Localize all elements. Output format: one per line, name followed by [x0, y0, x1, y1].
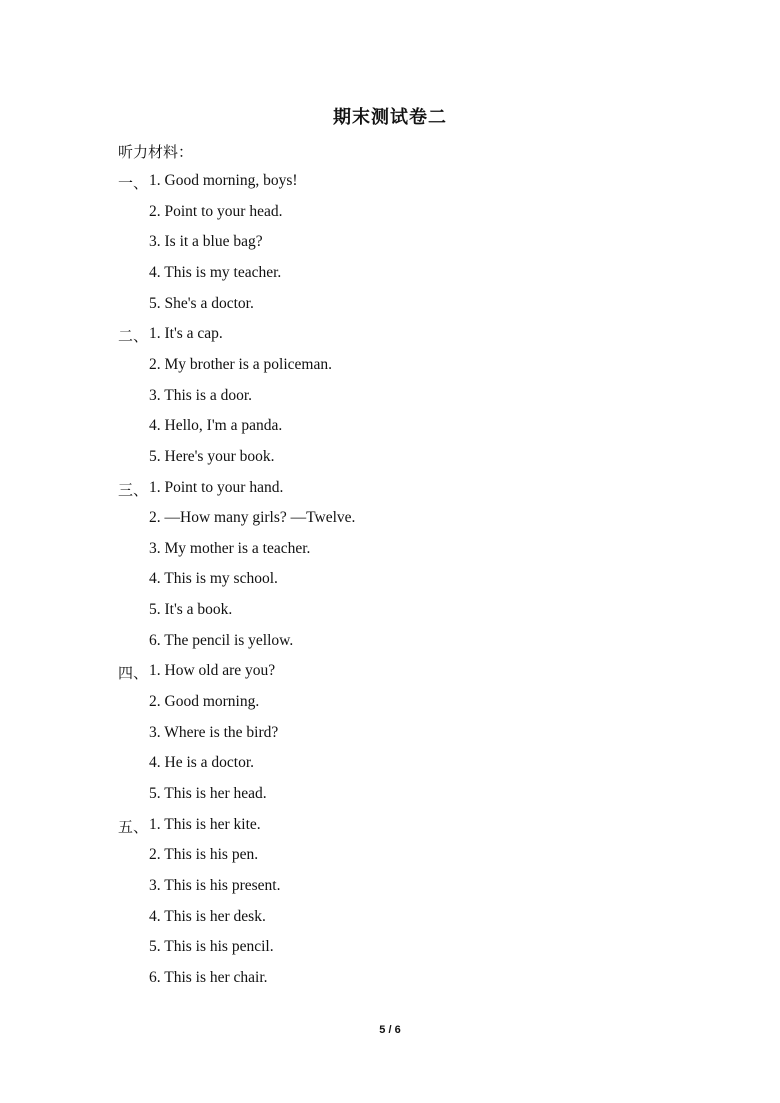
- listening-item: 2. Point to your head.: [149, 203, 283, 220]
- section-marker: 四、: [118, 664, 149, 682]
- listening-item: 5. This is her head.: [149, 785, 267, 802]
- section-marker: 一、: [118, 174, 149, 192]
- listening-item: 2. Good morning.: [149, 693, 260, 710]
- listening-item: 2. This is his pen.: [149, 846, 259, 863]
- section-marker: 二、: [118, 327, 149, 345]
- listening-material-label: 听力材料：: [118, 143, 194, 161]
- listening-item: 5. It's a book.: [149, 601, 233, 618]
- listening-item: 6. The pencil is yellow.: [149, 632, 294, 649]
- page-number: 5 / 6: [379, 1024, 401, 1036]
- listening-item: 4. This is her desk.: [149, 908, 266, 925]
- section-marker: 三、: [118, 481, 149, 499]
- listening-item: 2. —How many girls? —Twelve.: [149, 509, 356, 526]
- listening-item: 1. Point to your hand.: [149, 479, 284, 496]
- listening-item: 4. This is my school.: [149, 570, 278, 587]
- listening-item: 1. This is her kite.: [149, 816, 261, 833]
- listening-item: 1. How old are you?: [149, 662, 276, 679]
- listening-item: 1. It's a cap.: [149, 325, 223, 342]
- page-title: 期末测试卷二: [333, 107, 447, 128]
- listening-item: 3. Where is the bird?: [149, 724, 279, 741]
- listening-item: 4. This is my teacher.: [149, 264, 282, 281]
- listening-item: 2. My brother is a policeman.: [149, 356, 332, 373]
- listening-item: 5. This is his pencil.: [149, 938, 274, 955]
- listening-item: 3. My mother is a teacher.: [149, 540, 311, 557]
- section-marker: 五、: [118, 818, 149, 836]
- listening-item: 1. Good morning, boys!: [149, 172, 298, 189]
- listening-item: 4. He is a doctor.: [149, 754, 255, 771]
- listening-item: 3. This is a door.: [149, 387, 253, 404]
- listening-item: 3. Is it a blue bag?: [149, 233, 263, 250]
- listening-item: 5. Here's your book.: [149, 448, 275, 465]
- listening-item: 3. This is his present.: [149, 877, 281, 894]
- listening-item: 5. She's a doctor.: [149, 295, 254, 312]
- listening-item: 4. Hello, I'm a panda.: [149, 417, 283, 434]
- listening-item: 6. This is her chair.: [149, 969, 268, 986]
